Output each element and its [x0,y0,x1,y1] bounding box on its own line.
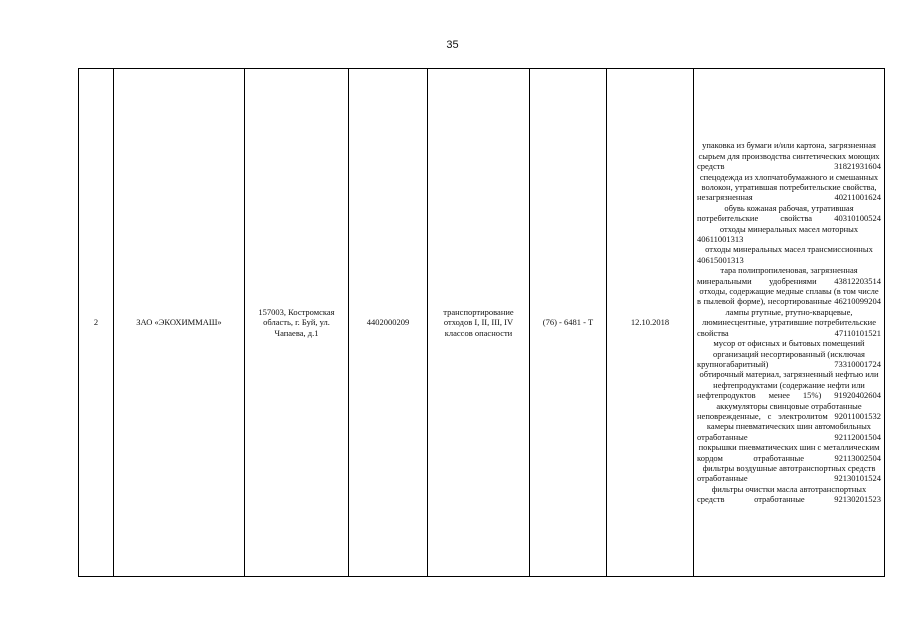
organization-address: 157003, Костромская область, г. Буй, ул. Чапаева, д.1 [245,69,349,577]
waste-item: лампы ртутные, ртутно-кварцевые, люминесцентные, утратившие потребительские свойства 47110101521 [697,306,881,338]
waste-item: фильтры воздушные автотранспортных средств отработанные 92130101524 [697,462,881,484]
waste-item: обтирочный материал, загрязненный нефтью или нефтепродуктами (содержание нефти или нефтепродуктов менее 15%) 91920402604 [697,369,881,401]
license-registry-table [78,68,885,577]
row-index: 2 [79,69,114,577]
organization-name: ЗАО «ЭКОХИММАШ» [114,69,245,577]
waste-item: камеры пневматических шин автомобильных отработанные 92112001504 [697,421,881,442]
waste-item: упаковка из бумаги и/или картона, загрязненная сырьем для производства синтетических моющих средств 31821931604 [697,140,881,172]
waste-item: отходы, содержащие медные сплавы (в том числе в пылевой форме), несортированные 46210099204 [697,286,881,307]
waste-item: мусор от офисных и бытовых помещений организаций несортированный (исключая крупногабаритный) 73310001724 [697,338,881,369]
waste-item: отходы минеральных масел моторных 40611001313 [697,223,859,245]
waste-item: обувь кожаная рабочая, утратившая потребительские свойства 40310100524 [697,202,881,224]
waste-list [694,69,885,577]
waste-item: тара полипропиленовая, загрязненная минеральными удобрениями 43812203514 [697,265,881,286]
license-code: (76) - 6481 - Т [530,69,607,577]
licensed-activity: транспортирование отходов I, II, III, IV классов опасности [428,69,530,577]
license-date: 12.10.2018 [607,69,694,577]
waste-item: спецодежда из хлопчатобумажного и смешанных волокон, утратившая потребительские свойства, незагрязненная 40211001624 [697,171,881,203]
waste-item: фильтры очистки масла автотранспортных средств отработанные 92130201523 [697,483,881,505]
waste-item: аккумуляторы свинцовые отработанные неповрежденные, с электролитом 92011001532 [697,400,881,421]
waste-item: покрышки пневматических шин с металлическим кордом отработанные 92113002504 [697,442,881,463]
waste-item: отходы минеральных масел трансмиссионных 40615001313 [697,244,873,265]
table-row [79,69,885,577]
page-number: 35 [446,39,459,51]
inn-number: 4402000209 [349,69,428,577]
